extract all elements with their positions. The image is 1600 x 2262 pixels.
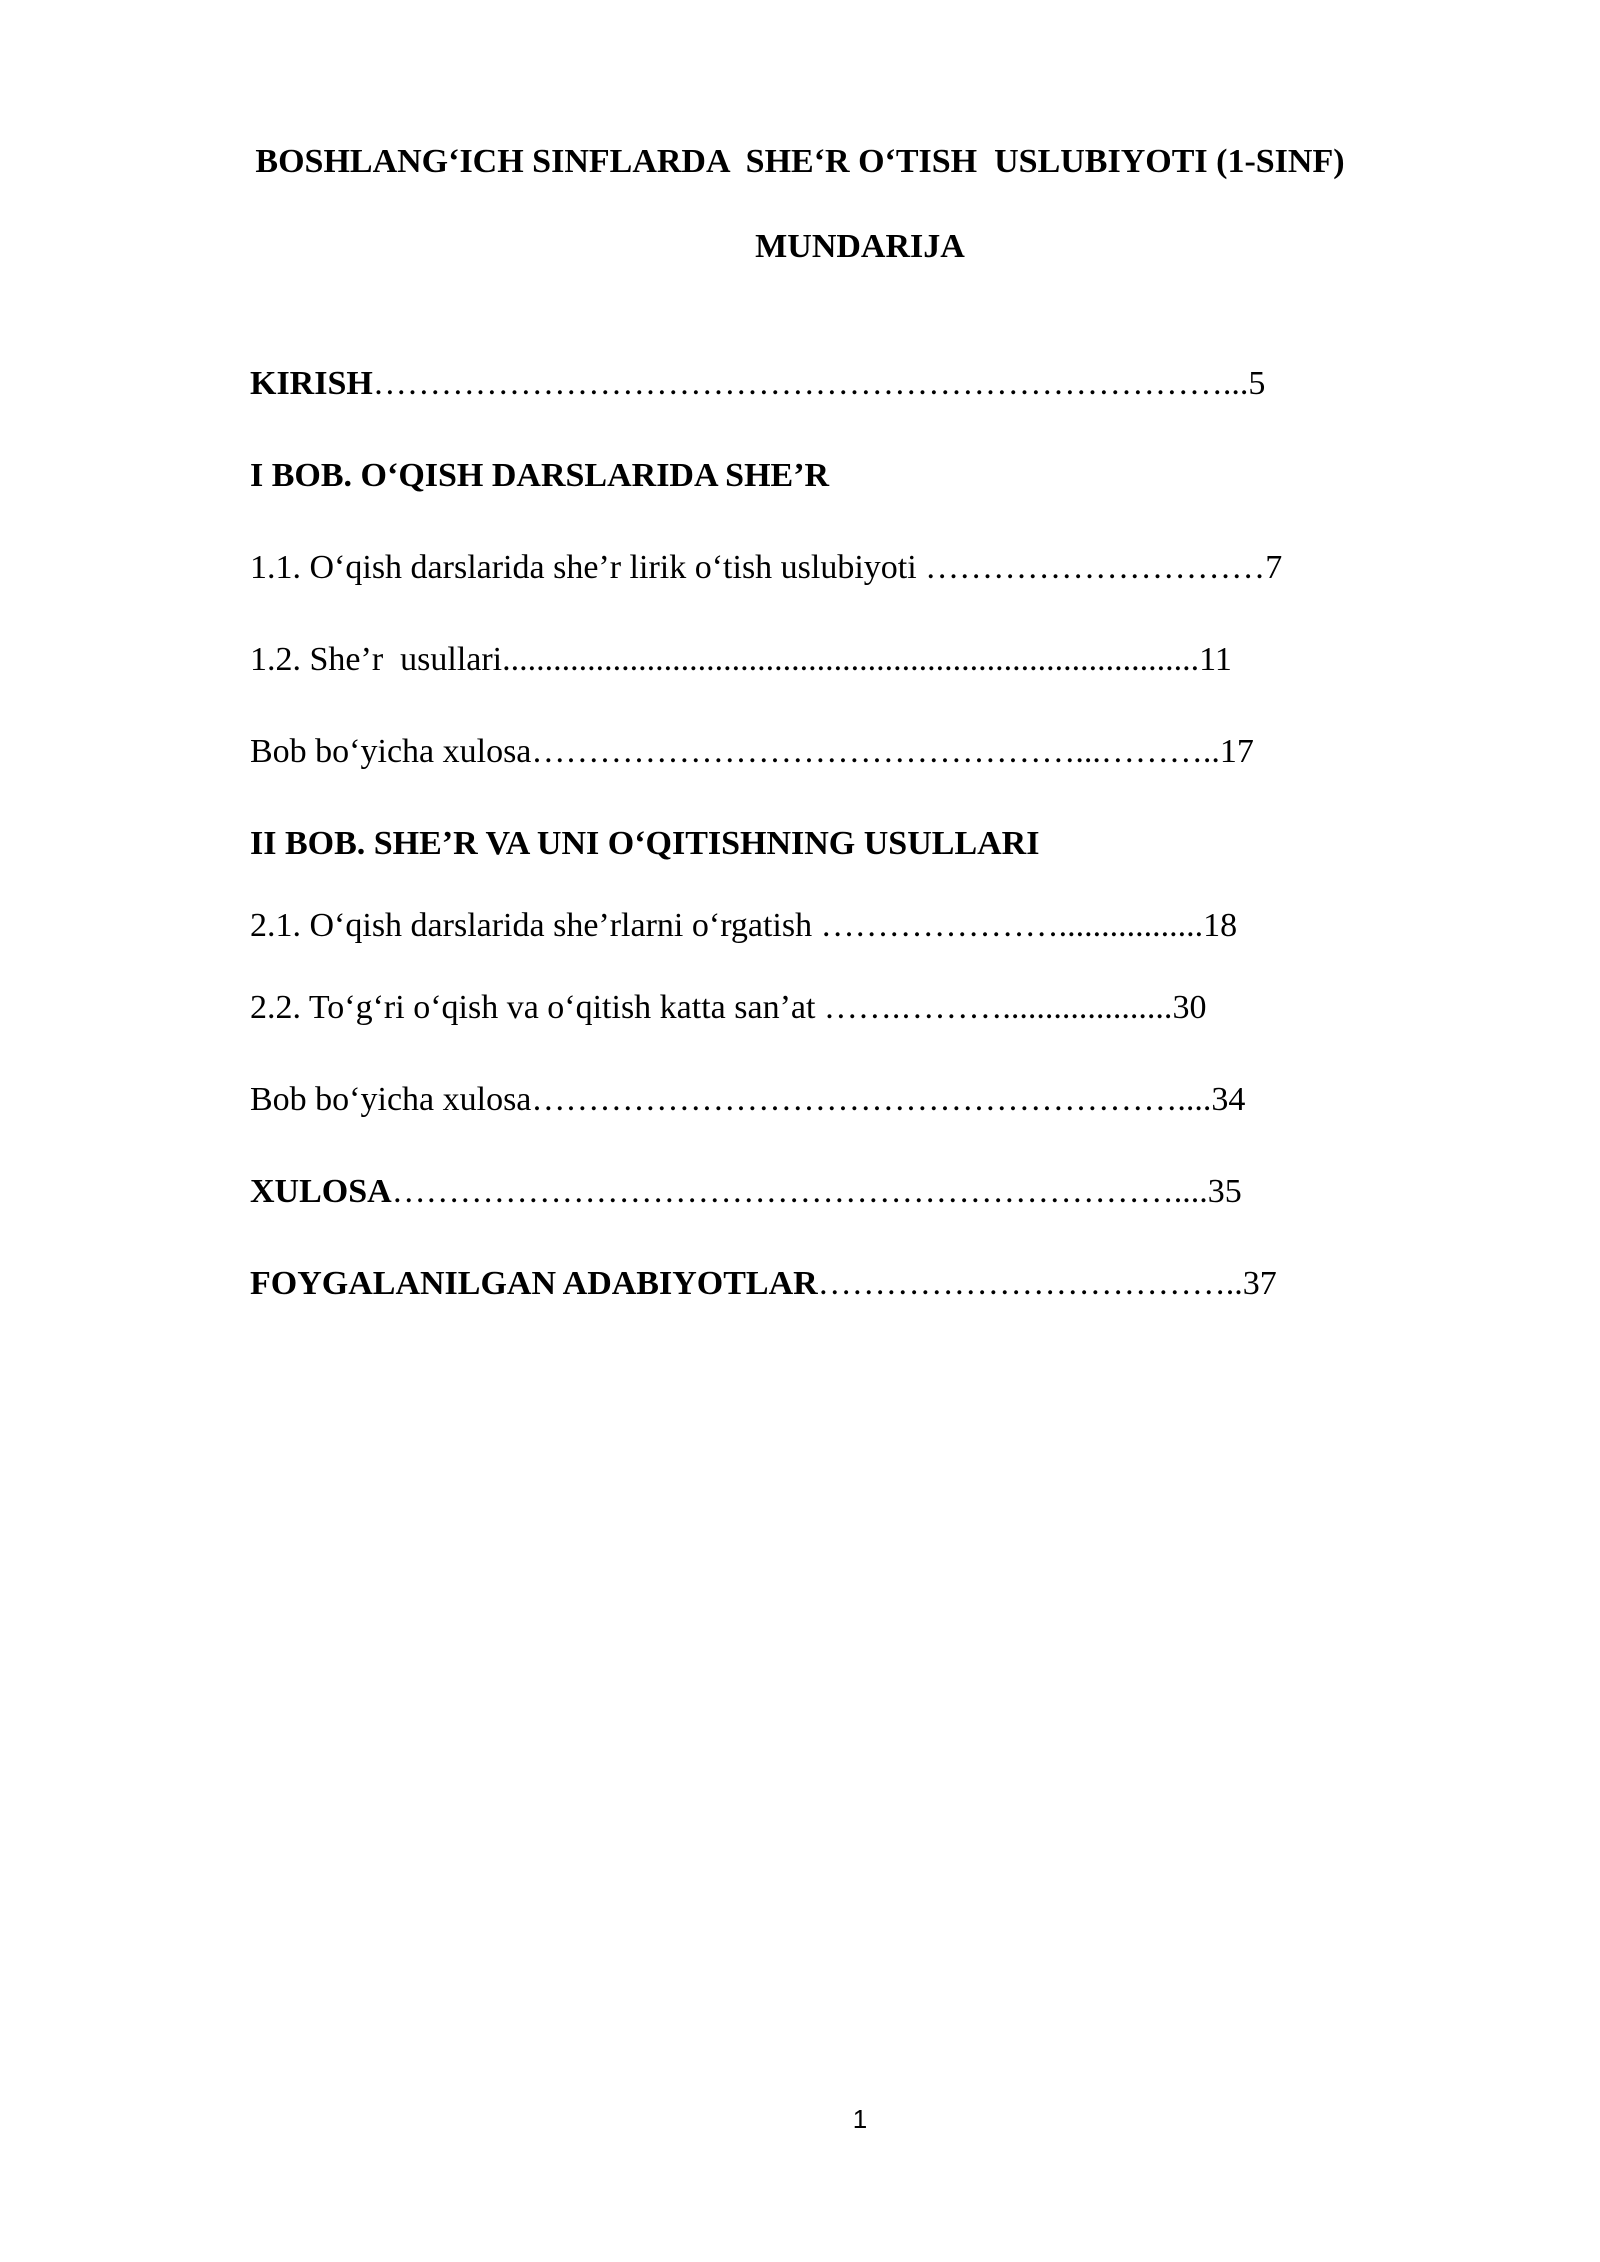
toc-leader: ……………………………………………………………....	[391, 1173, 1208, 1210]
toc-heading: MUNDARIJA	[755, 228, 965, 265]
toc-page-number: 17	[1219, 733, 1254, 770]
toc-leader: ………………………………..	[817, 1265, 1243, 1302]
toc-entry-label: XULOSA	[250, 1173, 392, 1210]
toc-section-label: I BOB	[250, 457, 344, 494]
toc-page-number: 30	[1172, 989, 1207, 1026]
toc-entry-adabiyotlar	[216, 1218, 1277, 1350]
toc-section-title: . O‘QISH DARSLARIDA SHE’R	[343, 457, 830, 494]
page-number: 1	[852, 2104, 868, 2134]
document-title: BOSHLANG‘ICH SINFLARDA SHE‘R O‘TISH USLUBIYOTI (1-SINF)	[255, 143, 1345, 180]
toc-page-number: 7	[1265, 549, 1283, 586]
toc-page-number: 34	[1211, 1081, 1246, 1118]
toc-entry-label: FOYGALANILGAN ADABIYOTLAR	[250, 1265, 818, 1302]
toc-entry-text: 2.2. To‘g‘ri o‘qish va o‘qitish katta san’at …….………....................	[250, 989, 1173, 1026]
toc-page-number: 37	[1242, 1265, 1277, 1302]
toc-entry-text: Bob bo‘yicha xulosa…………………………………………………....	[250, 1081, 1212, 1118]
toc-leader: …………………………………………………………………...	[372, 365, 1249, 402]
toc-section-title: . SHE’R VA UNI O‘QITISHNING USULLARI	[356, 825, 1040, 862]
toc-entry-text: 1.2. She’r usullari..................................................................................	[250, 641, 1200, 678]
toc-page-number: 11	[1199, 641, 1232, 678]
toc-section-label: II BOB	[250, 825, 357, 862]
toc-entry-text: 1.1. O‘qish darslarida she’r lirik o‘tish uslubiyoti …………………………	[250, 549, 1266, 586]
toc-entry-text: 2.1. O‘qish darslarida she’rlarni o‘rgatish ………………….................	[250, 907, 1204, 944]
toc-page-number: 5	[1248, 365, 1266, 402]
toc-page-number: 35	[1207, 1173, 1242, 1210]
toc-entry-text: Bob bo‘yicha xulosa…………………………………………...………..	[250, 733, 1220, 770]
toc-entry-label: KIRISH	[250, 365, 373, 402]
toc-page-number: 18	[1203, 907, 1238, 944]
